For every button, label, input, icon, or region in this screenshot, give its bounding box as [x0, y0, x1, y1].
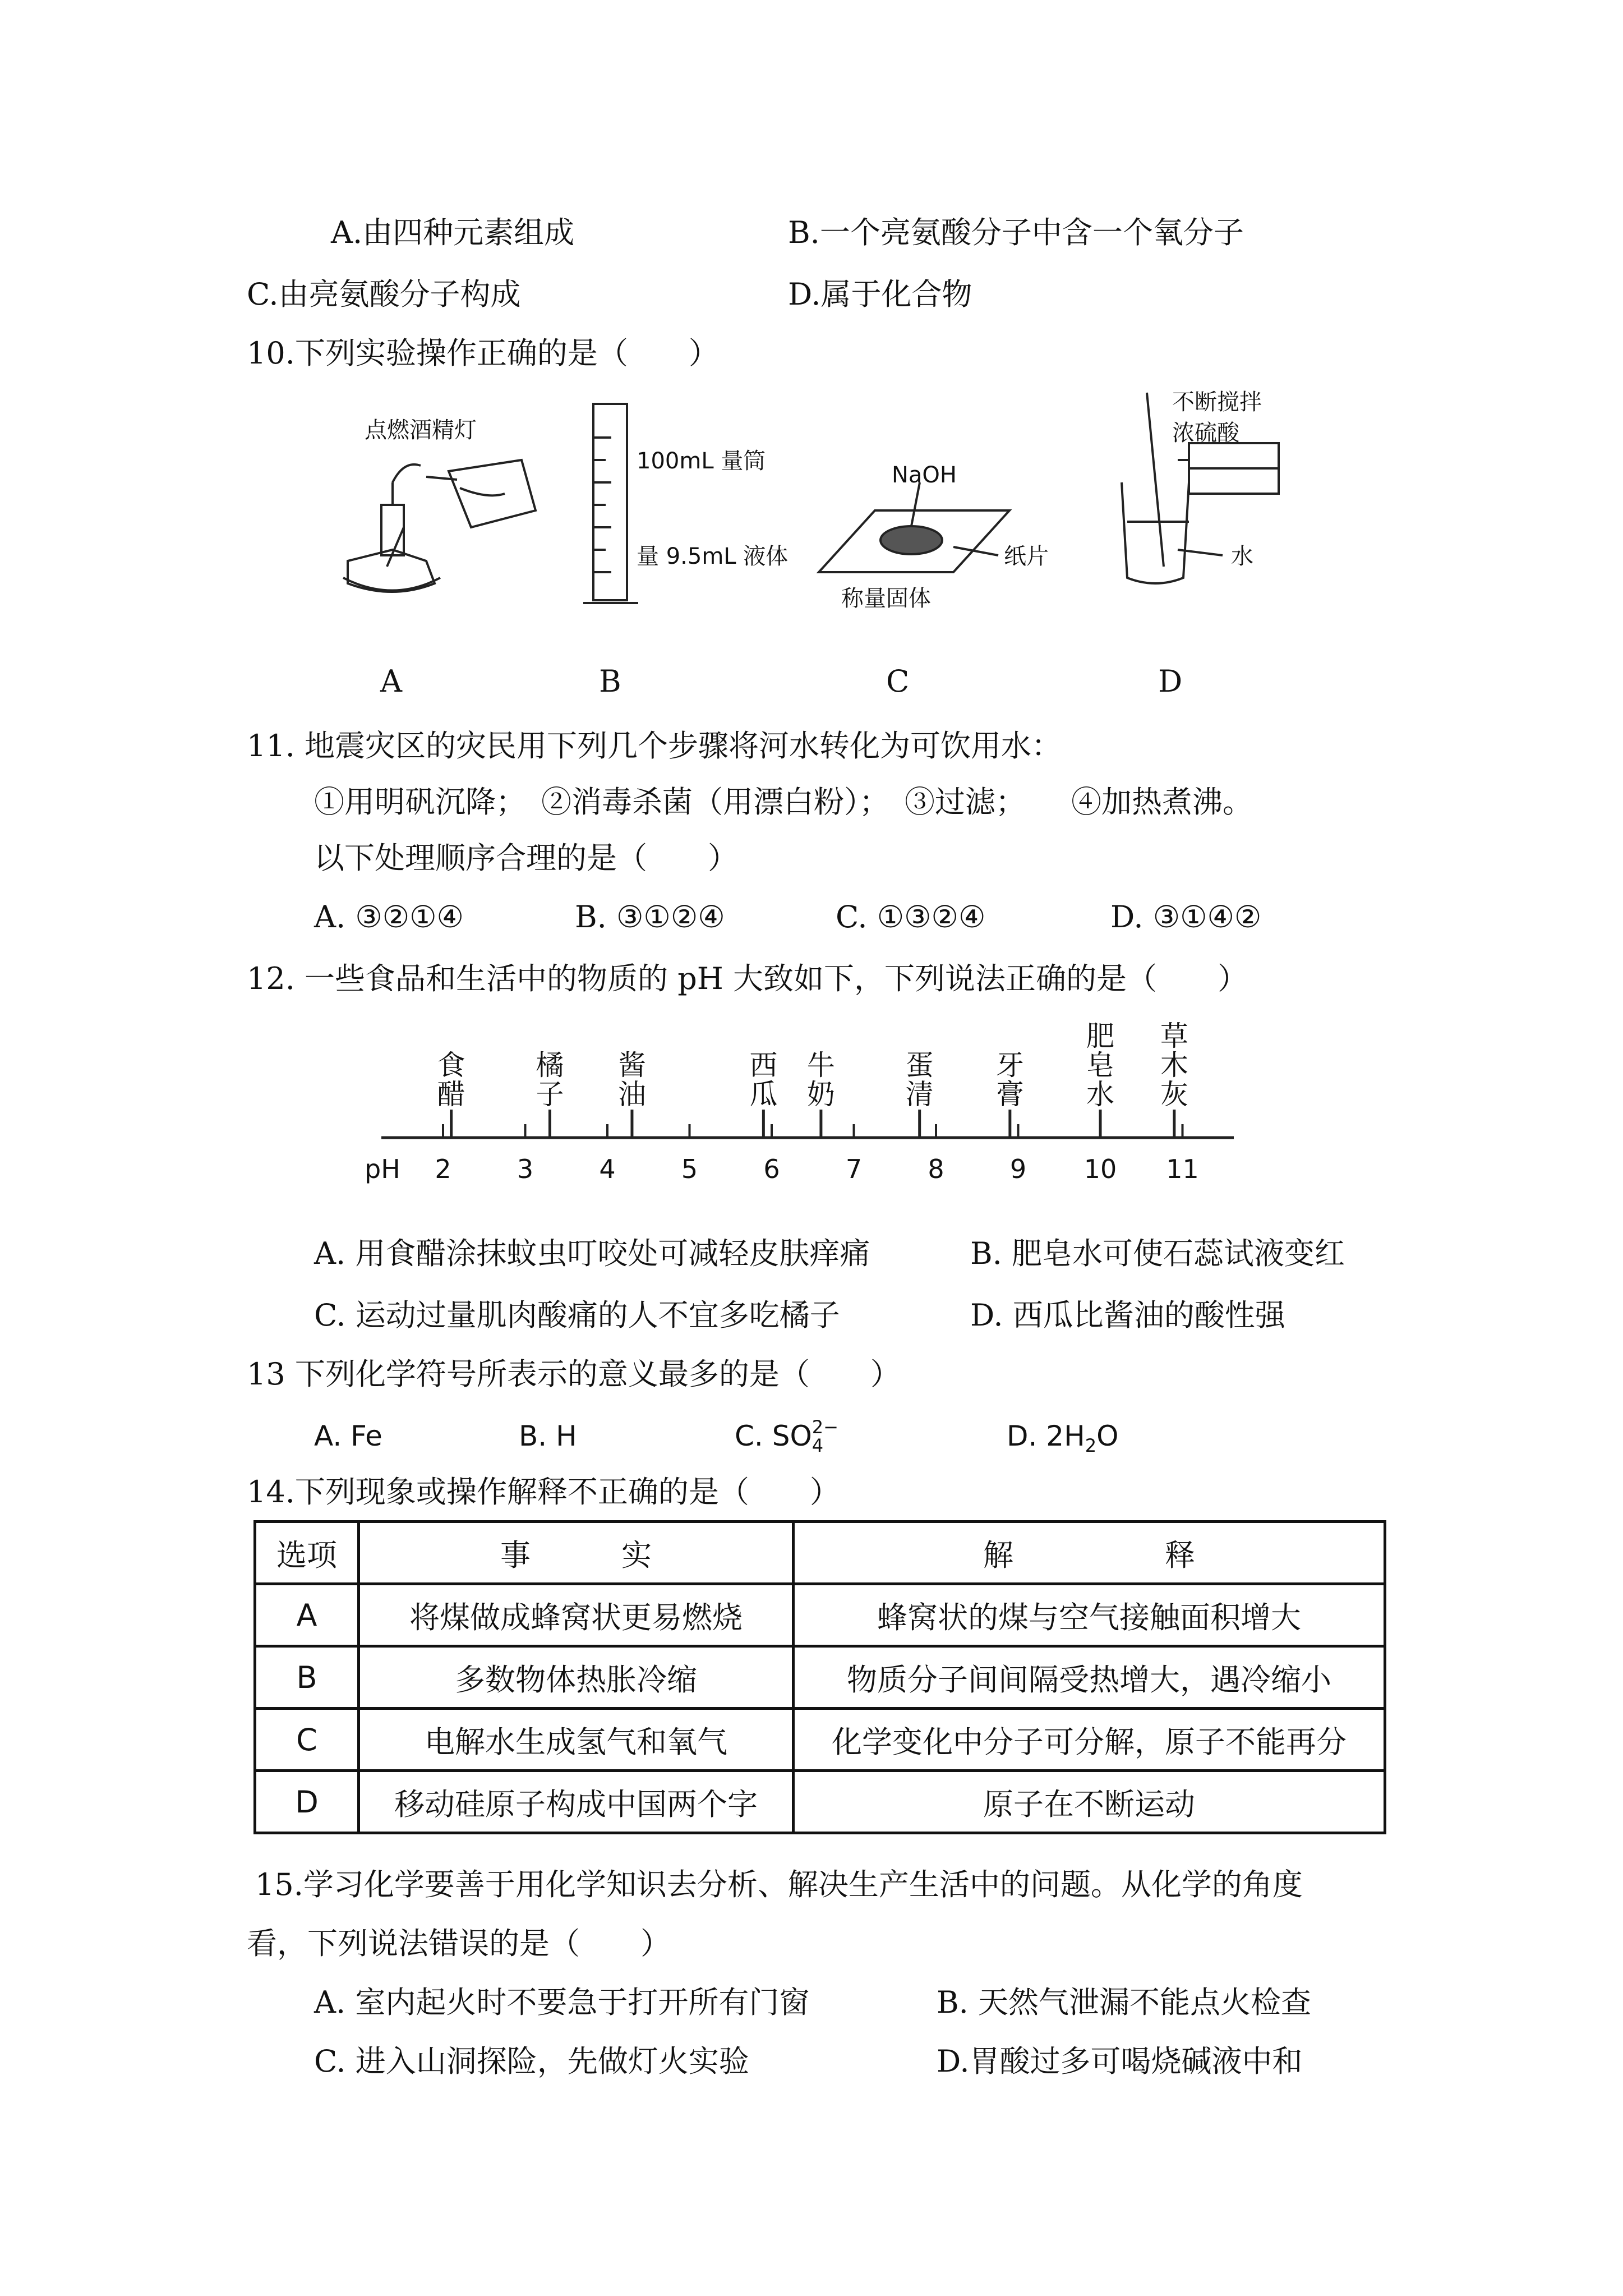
q15-stem-line2: 看，下列说法错误的是（ ） [247, 1926, 671, 1961]
q14-table [253, 1520, 1386, 1834]
q15-stem-line1: 15.学习化学要善于用化学知识去分析、解决生产生活中的问题。从化学的角度 [255, 1867, 1303, 1902]
q13-d-sub: 2 [1085, 1435, 1097, 1456]
table-row [255, 1771, 1385, 1833]
q12-stem: 12. 一些食品和生活中的物质的 pH 大致如下，下列说法正确的是（ ） [247, 961, 1248, 996]
table-row [255, 1584, 1385, 1646]
ph-item-label-char: 皂 [1086, 1049, 1114, 1082]
q10-letter-c: C [886, 664, 910, 699]
q11-option-a: A. ③②①④ [314, 899, 464, 935]
q9-option-d: D.属于化合物 [788, 277, 972, 312]
ph-item-label-char: 橘 [536, 1049, 564, 1082]
q9-option-a: A.由四种元素组成 [331, 215, 575, 250]
ph-tick-label: 3 [517, 1154, 534, 1184]
ph-tick-label: 10 [1083, 1154, 1117, 1184]
table-row [255, 1709, 1385, 1771]
q13-stem: 13 下列化学符号所表示的意义最多的是（ ） [247, 1356, 901, 1392]
row-option: B [255, 1646, 359, 1709]
ph-item-label-char: 食 [437, 1049, 465, 1082]
ph-item-label-char: 肥 [1086, 1021, 1114, 1052]
fig-d-label1: 不断搅拌 [1172, 389, 1262, 415]
fig-b-label2: 量 9.5mL 液体 [637, 544, 789, 569]
ph-item-label-char: 水 [1086, 1078, 1114, 1111]
row-fact: 多数物体热胀冷缩 [359, 1646, 794, 1709]
q12-option-a: A. 用食醋涂抹蚊虫叮咬处可减轻皮肤痒痛 [314, 1236, 870, 1271]
row-fact: 移动硅原子构成中国两个字 [359, 1771, 794, 1833]
fig-c-label3: 称量固体 [841, 586, 931, 611]
q9-option-b: B.一个亮氨酸分子中含一个氧分子 [788, 215, 1244, 250]
q11-steps: ①用明矾沉降； ②消毒杀菌（用漂白粉）； ③过滤； ④加热煮沸。 [314, 784, 1253, 820]
q12-option-c: C. 运动过量肌肉酸痛的人不宜多吃橘子 [314, 1297, 840, 1333]
ph-item-label-char: 蛋 [905, 1049, 934, 1082]
row-fact: 电解水生成氢气和氧气 [359, 1709, 794, 1771]
q15-option-a: A. 室内起火时不要急于打开所有门窗 [314, 1985, 810, 2020]
q13-option-d [1007, 1416, 1118, 1465]
ph-item-label-char: 奶 [806, 1078, 835, 1111]
table-header-row [255, 1522, 1385, 1584]
fig-c-label2: 纸片 [1004, 544, 1049, 569]
ph-item-label-char: 醋 [437, 1078, 465, 1111]
ph-item-label-char: 子 [536, 1078, 564, 1111]
q13-d-text: D. 2H [1007, 1420, 1085, 1452]
header-option: 选项 [255, 1522, 359, 1584]
ph-item-label-char: 牛 [806, 1049, 835, 1082]
ph-tick-label: 9 [1009, 1154, 1027, 1184]
q11-ask: 以下处理顺序合理的是（ ） [314, 840, 738, 876]
q13-c-text: C. SO [735, 1420, 812, 1452]
figure-b-cylinder [583, 404, 638, 603]
ph-item-label-char: 清 [905, 1078, 934, 1111]
q10-letter-d: D [1158, 664, 1183, 699]
fig-d-label3: 水 [1231, 544, 1253, 569]
q15-option-b: B. 天然气泄漏不能点火检查 [937, 1985, 1312, 2020]
ph-item-label-char: 牙 [995, 1049, 1024, 1082]
q11-stem: 11. 地震灾区的灾民用下列几个步骤将河水转化为可饮用水： [247, 728, 1062, 763]
q12-option-d: D. 西瓜比酱油的酸性强 [970, 1297, 1285, 1333]
ph-item-label-char: 西 [749, 1049, 778, 1082]
ph-tick-label: 2 [435, 1154, 451, 1184]
ph-item-label-char: 酱 [617, 1049, 646, 1082]
q13-c-sub: 4 [811, 1435, 824, 1456]
figure-a-alcohol-lamps [343, 460, 536, 592]
q15-option-d: D.胃酸过多可喝烧碱液中和 [937, 2044, 1303, 2079]
ph-tick-label: 5 [681, 1154, 698, 1184]
q15-option-c: C. 进入山洞探险，先做灯火实验 [314, 2044, 749, 2079]
q14-stem: 14.下列现象或操作解释不正确的是（ ） [247, 1474, 840, 1510]
ph-tick-label: 8 [928, 1154, 944, 1184]
fig-c-label1: NaOH [892, 462, 957, 488]
row-option: A [255, 1584, 359, 1646]
q10-stem: 10.下列实验操作正确的是（ ） [247, 335, 719, 371]
row-explanation: 蜂窝状的煤与空气接触面积增大 [794, 1584, 1385, 1646]
ph-item-label-char: 木 [1160, 1049, 1188, 1082]
ph-item-label-char: 草 [1160, 1021, 1188, 1052]
q13-c-sup: 2− [811, 1416, 838, 1438]
q13-option-a: A. Fe [314, 1420, 382, 1452]
ph-tick-label: 4 [599, 1154, 616, 1184]
ph-item-label-char: 灰 [1160, 1078, 1188, 1111]
row-option: C [255, 1709, 359, 1771]
q9-option-c: C.由亮氨酸分子构成 [247, 277, 521, 312]
row-option: D [255, 1771, 359, 1833]
q11-option-d: D. ③①④② [1110, 899, 1262, 935]
q13-option-b: B. H [519, 1420, 577, 1452]
ph-item-label-char: 膏 [995, 1078, 1024, 1111]
q10-figures [0, 381, 1623, 696]
fig-b-label1: 100mL 量筒 [637, 448, 766, 474]
q13-d-post: O [1096, 1420, 1119, 1452]
q12-option-b: B. 肥皂水可使石蕊试液变红 [970, 1236, 1345, 1271]
row-fact: 将煤做成蜂窝状更易燃烧 [359, 1584, 794, 1646]
row-explanation: 化学变化中分子可分解，原子不能再分 [794, 1709, 1385, 1771]
fig-a-label: 点燃酒精灯 [365, 417, 477, 443]
q13-option-c [735, 1416, 838, 1465]
ph-tick-label: 6 [763, 1154, 780, 1184]
header-explanation: 解 释 [794, 1522, 1385, 1584]
q10-letter-a: A [380, 664, 402, 699]
q11-option-c: C. ①③②④ [836, 899, 986, 935]
table-row [255, 1646, 1385, 1709]
ph-item-label-char: 瓜 [749, 1078, 778, 1111]
ph-item-label-char: 油 [617, 1078, 646, 1111]
ph-axis-label: pH [365, 1154, 400, 1184]
q10-letter-b: B [599, 664, 621, 699]
ph-scale-figure [0, 1021, 1623, 1200]
ph-tick-label: 11 [1166, 1154, 1199, 1184]
q11-option-b: B. ③①②④ [575, 899, 725, 935]
header-fact: 事 实 [359, 1522, 794, 1584]
figure-c-paper [819, 482, 1009, 572]
row-explanation: 物质分子间间隔受热增大，遇冷缩小 [794, 1646, 1385, 1709]
row-explanation: 原子在不断运动 [794, 1771, 1385, 1833]
ph-tick-label: 7 [845, 1154, 863, 1184]
fig-d-label2: 浓硫酸 [1172, 420, 1239, 446]
